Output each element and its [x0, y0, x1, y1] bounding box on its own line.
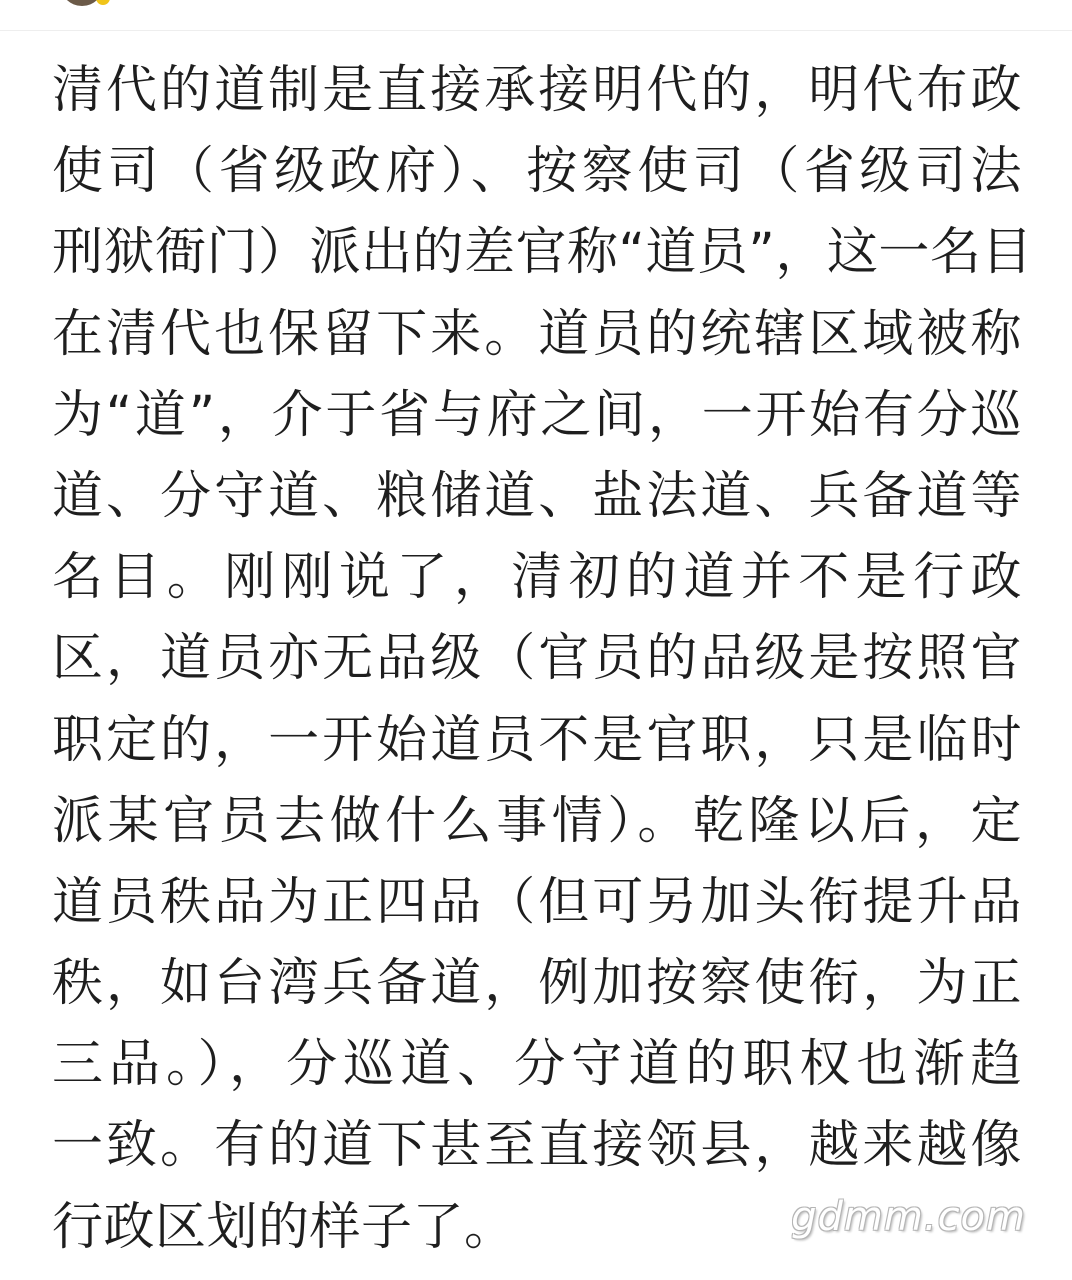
article-line: 在清代也保留下来。道员的统辖区域被称: [52, 304, 1022, 364]
top-header-strip: [0, 0, 1072, 31]
article-body: [52, 50, 1033, 1268]
article-line-last: 行政区划的样子了。: [52, 1197, 516, 1257]
article-line: 道、分守道、粮储道、盐法道、兵备道等: [52, 466, 1022, 526]
avatar-badge-icon: [96, 0, 110, 5]
article-line: 刑狱衙门）派出的差官称“道员”，这一名目: [52, 223, 1033, 283]
article-line: 职定的，一开始道员不是官职，只是临时: [52, 710, 1022, 770]
article-line: 派某官员去做什么事情）。乾隆以后，定: [52, 791, 1022, 851]
watermark: gdmm.com: [791, 1194, 1026, 1240]
article-line: 道员秩品为正四品（但可另加头衔提升品: [52, 872, 1022, 932]
article-line: 使司（省级政府）、按察使司（省级司法: [52, 142, 1022, 202]
article-line: 区，道员亦无品级（官员的品级是按照官: [52, 629, 1022, 689]
article-line: 秩，如台湾兵备道，例加按察使衔，为正: [52, 954, 1022, 1014]
article-line: 三品。），分巡道、分守道的职权也渐趋: [52, 1035, 1022, 1095]
article-line: 名目。刚刚说了，清初的道并不是行政: [52, 548, 1022, 608]
article-line: 一致。有的道下甚至直接领县，越来越像: [52, 1116, 1022, 1176]
article-line: 清代的道制是直接承接明代的，明代布政: [52, 61, 1022, 120]
article-line: 为“道”，介于省与府之间，一开始有分巡: [52, 385, 1022, 445]
